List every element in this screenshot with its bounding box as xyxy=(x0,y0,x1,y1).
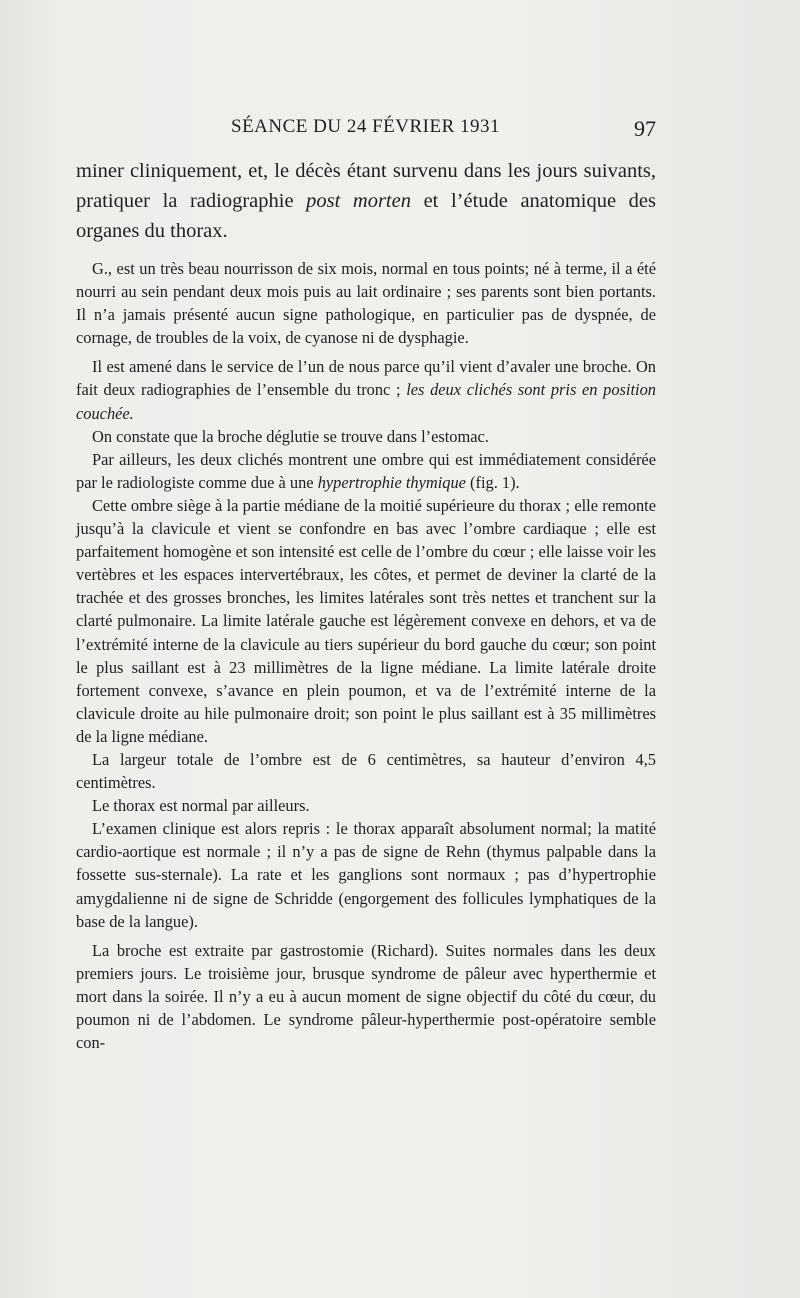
paragraph-5: Cette ombre siège à la partie médiane de la moitié supérieure du thorax ; elle remonte jusqu’à la clavicule et vient se confondre en bas avec l’ombre cardiaque ; elle est parfaitement homogène et son intensité est celle de l’ombre du cœur ; elle laisse voir les vertèbres et les espaces intervertébraux, les côtes, et permet de deviner la clarté de la trachée et des grosses bronches, les limites latérales sont très nettes et tranchent sur la clarté pulmonaire. La limite latérale gauche est légèrement convexe en dehors, et va de l’extrémité interne de la clavicule au tiers supérieur du bord gauche du cœur; son point le plus saillant est à 23 millimètres de la ligne médiane. La limite latérale droite fortement convexe, s’avance en plein poumon, et va de l’extrémité interne de la clavicule droite au hile pulmonaire droit; son point le plus saillant est à 35 millimètres de la ligne médiane. xyxy=(76,495,656,746)
intro-end: et l’étude anatomique des organes du thorax. xyxy=(76,190,656,242)
p4-text: Par ailleurs, les deux clichés montrent une ombre qui est immédiatement considérée par le radiologiste comme due à une xyxy=(76,449,656,492)
p4-end: (fig. 1). xyxy=(465,472,520,492)
intro-italic: post morten xyxy=(306,190,411,212)
paragraph-8: L’examen clinique est alors repris : le thorax apparaît absolument normal; la matité cardio-aortique est normale ; il n’y a pas de signe de Rehn (thymus palpable dans la fossette sus-sternale). La rate et les ganglions sont normaux ; pas d’hypertrophie amygdalienne ni de signe de Schridde (engorgement des follicules lymphatiques de la base de la langue). xyxy=(76,819,656,931)
p2-italic: les deux clichés sont pris en position couchée. xyxy=(76,380,656,423)
paragraph-9: La broche est extraite par gastrostomie (Richard). Suites normales dans les deux premiers jours. Le troisième jour, brusque syndrome de pâleur avec hyperthermie et mort dans la soirée. Il n’y a eu à aucun moment de signe objectif du côté du cœur, du poumon ni de l’abdomen. Le syndrome pâleur-hyperthermie post-opératoire semble con- xyxy=(76,940,656,1053)
intro-text: miner cliniquement, et, le décès étant survenu dans les jours suivants, pratiquer la radiographie xyxy=(76,160,656,212)
paragraph-3: On constate que la broche déglutie se trouve dans l’estomac. xyxy=(92,426,489,446)
paragraph-6: La largeur totale de l’ombre est de 6 centimètres, sa hauteur d’environ 4,5 centimètres. xyxy=(76,749,656,793)
paragraph-2 xyxy=(76,355,656,424)
paragraph-1: G., est un très beau nourrisson de six mois, normal en tous points; né à terme, il a été nourri au sein pendant deux mois puis au lait ordinaire ; ses parents sont bien portants. Il n’a jamais présenté aucun signe pathologique, en particulier pas de dyspnée, de cornage, de troubles de la voix, de cyanose ni de dysphagie. xyxy=(76,259,656,348)
page-header xyxy=(76,116,656,146)
body-text xyxy=(76,156,656,1054)
intro-paragraph xyxy=(76,156,656,246)
paragraph-4 xyxy=(76,448,656,494)
paragraph-7: Le thorax est normal par ailleurs. xyxy=(92,796,310,816)
page-number: 97 xyxy=(634,116,656,141)
running-head: SÉANCE DU 24 FÉVRIER 1931 xyxy=(231,116,501,137)
p2-text: Il est amené dans le service de l’un de nous parce qu’il vient d’avaler une broche. On fait deux radiographies de l’ensemble du tronc ; xyxy=(76,357,656,400)
p4-italic: hypertrophie thymique xyxy=(317,472,466,492)
